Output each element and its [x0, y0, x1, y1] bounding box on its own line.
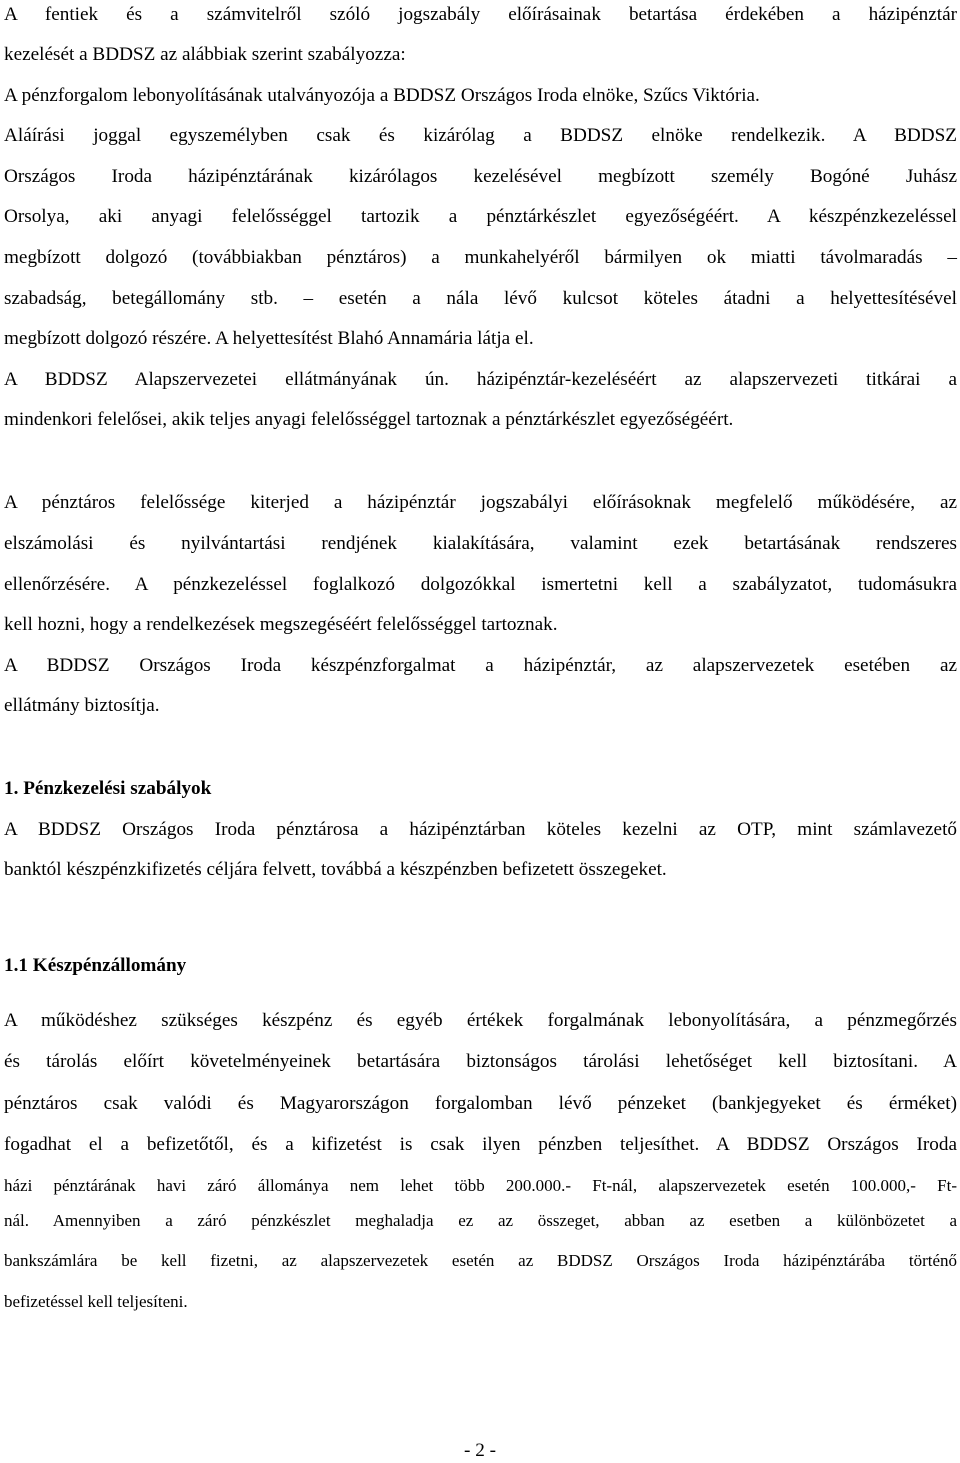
intro-line: megbízott dolgozó részére. A helyettesítést Blahó Annamária látja el.	[4, 328, 534, 349]
section1-line: banktól készpénzkifizetés céljára felvett, továbbá a készpénzben befizetett összegeket.	[4, 859, 667, 880]
section1-line: A BDDSZ Országos Iroda pénztárosa a házipénztárban köteles kezelni az OTP, mint számlavezető	[4, 819, 957, 840]
responsibility-line: A pénztáros felelőssége kiterjed a házipénztár jogszabályi előírásoknak megfelelő működésére, az	[4, 492, 957, 513]
section11-line: nál. Amennyiben a záró pénzkészlet meghaladja ez az összeget, abban az esetben a különbözetet a	[4, 1211, 957, 1230]
section11-line: és tárolás előírt követelményeinek betartására biztonságos tárolási lehetőséget kell biztosítani. A	[4, 1051, 957, 1072]
responsibility-line: elszámolási és nyilvántartási rendjének kialakítására, valamint ezek betartásának rendszeres	[4, 533, 957, 554]
intro-line: Országos Iroda házipénztárának kizárólagos kezelésével megbízott személy Bogóné Juhász	[4, 166, 957, 187]
intro-line: Aláírási joggal egyszemélyben csak és kizárólag a BDDSZ elnöke rendelkezik. A BDDSZ	[4, 125, 957, 146]
subsection-heading: 1.1 Készpénzállomány	[4, 955, 187, 976]
intro-line: Orsolya, aki anyagi felelősséggel tartozik a pénztárkészlet egyezőségéért. A készpénzkezeléssel	[4, 206, 957, 227]
responsibility-line: A BDDSZ Országos Iroda készpénzforgalmat a házipénztár, az alapszervezetek esetében az	[4, 655, 957, 676]
intro-line: A pénzforgalom lebonyolításának utalványozója a BDDSZ Országos Iroda elnöke, Szűcs Viktória.	[4, 85, 760, 106]
section11-line: A működéshez szükséges készpénz és egyéb értékek forgalmának lebonyolítására, a pénzmegőrzés	[4, 1010, 957, 1031]
section11-line: pénztáros csak valódi és Magyarországon forgalomban lévő pénzeket (bankjegyeket és érméket)	[4, 1093, 957, 1114]
responsibility-line: kell hozni, hogy a rendelkezések megszegéséért felelősséggel tartoznak.	[4, 614, 558, 635]
intro-line: A fentiek és a számvitelről szóló jogszabály előírásainak betartása érdekében a házipénztár	[4, 4, 957, 25]
section11-line: bankszámlára be kell fizetni, az alapszervezetek esetén az BDDSZ Országos Iroda házipénztárába történő	[4, 1251, 957, 1270]
intro-line: A BDDSZ Alapszervezetei ellátmányának ún. házipénztár-kezeléséért az alapszervezeti titkárai a	[4, 369, 957, 390]
intro-line: mindenkori felelősei, akik teljes anyagi felelősséggel tartoznak a pénztárkészlet egyezőségéért.	[4, 409, 734, 430]
responsibility-line: ellenőrzésére. A pénzkezeléssel foglalkozó dolgozókkal ismertetni kell a szabályzatot, tudomásukra	[4, 574, 957, 595]
responsibility-line: ellátmány biztosítja.	[4, 695, 160, 716]
section-heading: 1. Pénzkezelési szabályok	[4, 778, 212, 799]
section11-line: fogadhat el a befizetőtől, és a kifizetést is csak ilyen pénzben teljesíthet. A BDDSZ Országos Iroda	[4, 1134, 957, 1155]
section11-line: befizetéssel kell teljesíteni.	[4, 1292, 188, 1311]
page-number: - 2 -	[464, 1440, 496, 1461]
intro-line: kezelését a BDDSZ az alábbiak szerint szabályozza:	[4, 44, 406, 65]
intro-line: megbízott dolgozó (továbbiakban pénztáros) a munkahelyéről bármilyen ok miatti távolmaradás –	[4, 247, 957, 268]
section11-line: házi pénztárának havi záró állománya nem lehet több 200.000.- Ft-nál, alapszervezetek esetén 100.000,- Ft-	[4, 1176, 957, 1195]
intro-line: szabadság, betegállomány stb. – esetén a nála lévő kulcsot köteles átadni a helyettesítésével	[4, 288, 957, 309]
